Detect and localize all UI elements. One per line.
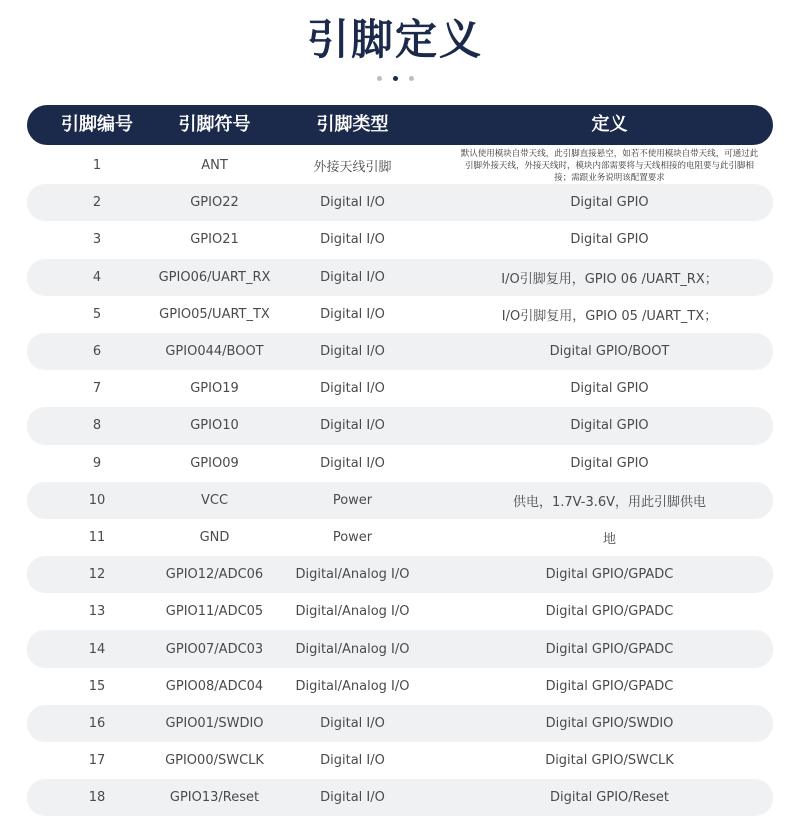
pin-number-cell: 14	[88, 641, 106, 657]
page-dot-active	[393, 76, 398, 81]
pin-symbol-cell: VCC	[200, 492, 229, 508]
pin-type-cell: Power	[332, 492, 373, 508]
pin-number-cell: 17	[88, 753, 106, 769]
pin-type-cell: Digital I/O	[320, 269, 385, 285]
pin-type-cell: Digital I/O	[320, 232, 385, 248]
pin-symbol-cell: GPIO19	[190, 381, 239, 397]
pin-type-cell: Digital I/O	[320, 344, 385, 360]
pin-type-cell: Digital I/O	[320, 306, 385, 322]
pin-type-cell: Digital I/O	[320, 790, 385, 806]
pin-number-cell: 3	[92, 232, 102, 248]
pin-symbol-cell: GPIO00/SWCLK	[165, 753, 264, 769]
pin-symbol-cell: GPIO07/ADC03	[165, 641, 264, 657]
pin-number-cell: 2	[92, 195, 102, 211]
pin-type-cell: Digital I/O	[320, 455, 385, 471]
pin-symbol-cell: GPIO10	[190, 418, 239, 434]
pin-type-cell: 外接天线引脚	[313, 160, 392, 176]
pin-type-cell: Digital I/O	[320, 418, 385, 434]
pin-definition-cell: Digital GPIO/GPADC	[545, 641, 674, 657]
pin-type-cell: Digital I/O	[320, 715, 385, 731]
pin-symbol-cell: GPIO22	[190, 195, 239, 211]
pin-symbol-cell: GND	[199, 529, 230, 545]
table-row	[27, 259, 773, 296]
table-row	[27, 482, 773, 519]
pin-symbol-cell: ANT	[201, 158, 228, 174]
pin-type-cell: Digital I/O	[320, 195, 385, 211]
pin-definition-cell: 地	[602, 531, 616, 547]
header-pin-type: 引脚类型	[316, 114, 389, 135]
pin-number-cell: 13	[88, 604, 106, 620]
pin-type-cell: Digital/Analog I/O	[295, 604, 410, 620]
pin-definition-cell: Digital GPIO/Reset	[550, 790, 669, 806]
pin-type-cell: Digital/Analog I/O	[295, 678, 410, 694]
pin-number-cell: 8	[92, 418, 102, 434]
table-row	[27, 407, 773, 444]
pin-definition-cell: 默认使用模块自带天线，此引脚直接悬空，如若不使用模块自带天线，可通过此引脚外接天线，外接天线时，模块内部需要将与天线相接的电阻要与此引脚相接；需跟业务说明该配置要求	[460, 148, 759, 183]
pin-symbol-cell: GPIO09	[190, 455, 239, 471]
pin-number-cell: 9	[92, 455, 102, 471]
table-row	[27, 370, 773, 407]
table-row	[27, 221, 773, 258]
pin-definition-cell: Digital GPIO	[570, 195, 649, 211]
table-row	[27, 593, 773, 630]
table-row	[27, 147, 773, 184]
table-row	[27, 630, 773, 667]
pin-symbol-cell: GPIO01/SWDIO	[165, 715, 264, 731]
page-dot	[377, 76, 382, 81]
pin-definition-cell: Digital GPIO	[570, 418, 649, 434]
pin-definition-cell: Digital GPIO/SWDIO	[545, 715, 674, 731]
pin-definition-cell: Digital GPIO/GPADC	[545, 567, 674, 583]
pin-definition-cell: I/O引脚复用，GPIO 06 /UART_RX；	[501, 271, 718, 287]
pin-type-cell: Digital I/O	[320, 753, 385, 769]
pin-symbol-cell: GPIO21	[190, 232, 239, 248]
pin-definition-cell: Digital GPIO/GPADC	[545, 678, 674, 694]
pin-symbol-cell: GPIO05/UART_TX	[159, 306, 270, 322]
page-title: 引脚定义	[306, 15, 483, 64]
header-pin-number: 引脚编号	[61, 114, 133, 135]
pin-type-cell: Digital/Analog I/O	[295, 641, 410, 657]
pin-number-cell: 12	[88, 567, 106, 583]
table-row	[27, 556, 773, 593]
pin-number-cell: 16	[88, 715, 106, 731]
table-row	[27, 779, 773, 816]
page-dot	[409, 76, 414, 81]
table-row	[27, 519, 773, 556]
pin-table-body	[27, 147, 773, 816]
pin-number-cell: 10	[88, 492, 106, 508]
table-row	[27, 296, 773, 333]
pin-definition-cell: Digital GPIO/SWCLK	[545, 753, 674, 769]
header-pin-symbol: 引脚符号	[178, 114, 251, 135]
pin-definition-cell: Digital GPIO/GPADC	[545, 604, 674, 620]
pin-definition-cell: 供电，1.7V-3.6V，用此引脚供电	[512, 494, 707, 510]
pin-definition-cell: Digital GPIO	[570, 455, 649, 471]
pin-number-cell: 4	[92, 269, 102, 285]
table-row	[27, 333, 773, 370]
pin-definition-cell: Digital GPIO	[570, 381, 649, 397]
pin-number-cell: 7	[92, 381, 102, 397]
pin-definition-cell: Digital GPIO	[570, 232, 649, 248]
pin-number-cell: 5	[92, 306, 102, 322]
pin-type-cell: Power	[332, 529, 373, 545]
pin-number-cell: 6	[92, 344, 102, 360]
pin-symbol-cell: GPIO06/UART_RX	[158, 269, 271, 285]
pin-type-cell: Digital/Analog I/O	[295, 567, 410, 583]
pin-symbol-cell: GPIO044/BOOT	[165, 344, 264, 360]
table-header	[27, 105, 773, 145]
pin-symbol-cell: GPIO12/ADC06	[165, 567, 264, 583]
table-row	[27, 742, 773, 779]
pin-number-cell: 11	[88, 529, 106, 545]
pin-number-cell: 15	[88, 678, 106, 694]
pin-number-cell: 1	[92, 158, 102, 174]
pin-symbol-cell: GPIO13/Reset	[169, 790, 260, 806]
table-row	[27, 705, 773, 742]
page-indicator	[0, 76, 790, 81]
pin-definition-cell: Digital GPIO/BOOT	[549, 344, 670, 360]
table-row	[27, 184, 773, 221]
table-row	[27, 668, 773, 705]
pin-number-cell: 18	[88, 790, 106, 806]
header-definition: 定义	[591, 114, 628, 135]
pin-symbol-cell: GPIO11/ADC05	[165, 604, 264, 620]
pin-symbol-cell: GPIO08/ADC04	[165, 678, 264, 694]
pin-type-cell: Digital I/O	[320, 381, 385, 397]
table-row	[27, 445, 773, 482]
pin-definition-cell: I/O引脚复用，GPIO 05 /UART_TX；	[501, 308, 718, 324]
